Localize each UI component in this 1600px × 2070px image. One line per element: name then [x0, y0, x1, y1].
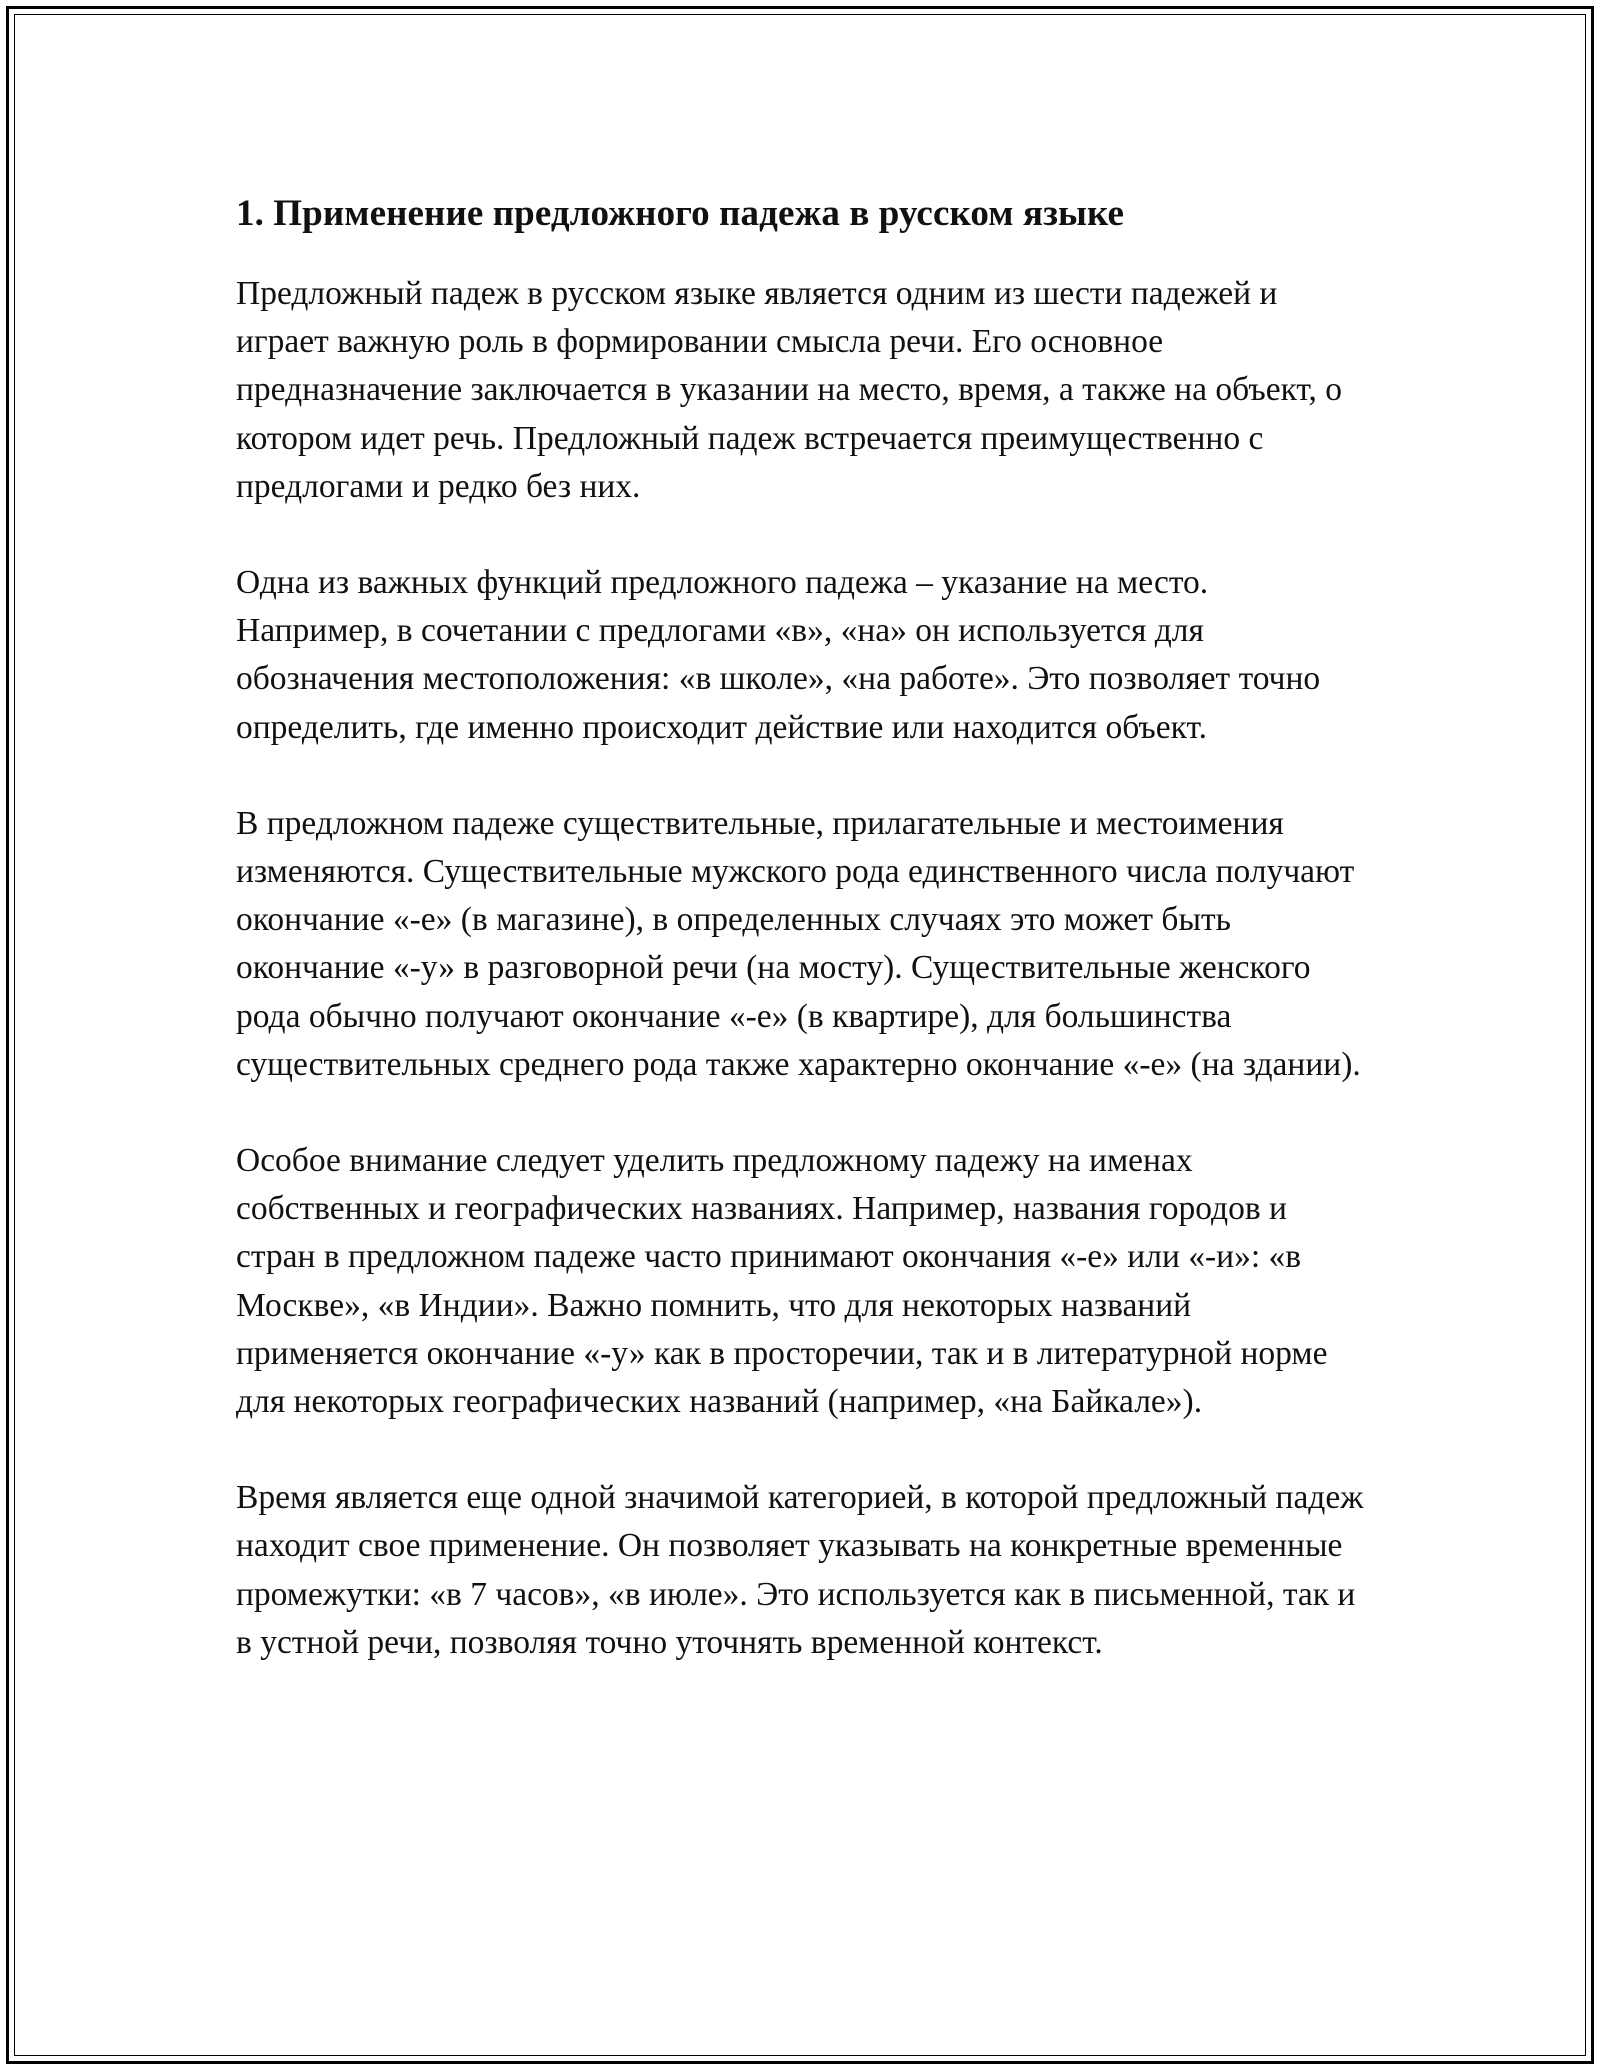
paragraph-5: Время является еще одной значимой категорией, в которой предложный падеж находит свое применение. Он позволяет указывать на конкретные временные промежутки: «в 7 часов», «в июле». Это используется как в письменной, так и в устной речи, позволяя точно уточнять временной контекст.: [236, 1479, 1364, 1661]
document-body: [236, 186, 1366, 1715]
document-title: 1. Применение предложного падежа в русском языке: [236, 193, 1125, 234]
paragraph-2: Одна из важных функций предложного падежа – указание на место. Например, в сочетании с предлогами «в», «на» он используется для обозначения местоположения: «в школе», «на работе». Это позволяет точно определить, где именно происходит действие или находится объект.: [236, 564, 1321, 746]
paragraph-3: В предложном падеже существительные, прилагательные и местоимения изменяются. Существительные мужского рода единственного числа получают окончание «-е» (в магазине), в определенных случаях это может быть окончание «-у» в разговорной речи (на мосту). Существительные женского рода обычно получают окончание «-е» (в квартире), для большинства существительных среднего рода также характерно окончание «-е» (на здании).: [236, 804, 1361, 1083]
paragraph-1: Предложный падеж в русском языке является одним из шести падежей и играет важную роль в формировании смысла речи. Его основное предназначение заключается в указании на место, время, а также на объект, о котором идет речь. Предложный падеж встречается преимущественно с предлогами и редко без них.: [236, 275, 1343, 505]
paragraph-4: Особое внимание следует уделить предложному падежу на именах собственных и географических названиях. Например, названия городов и стран в предложном падеже часто принимают окончания «-е» или «-и»: «в Москве», «в Индии». Важно помнить, что для некоторых названий применяется окончание «-у» как в просторечии, так и в литературной норме для некоторых географических названий (например, «на Байкале»).: [236, 1142, 1328, 1421]
